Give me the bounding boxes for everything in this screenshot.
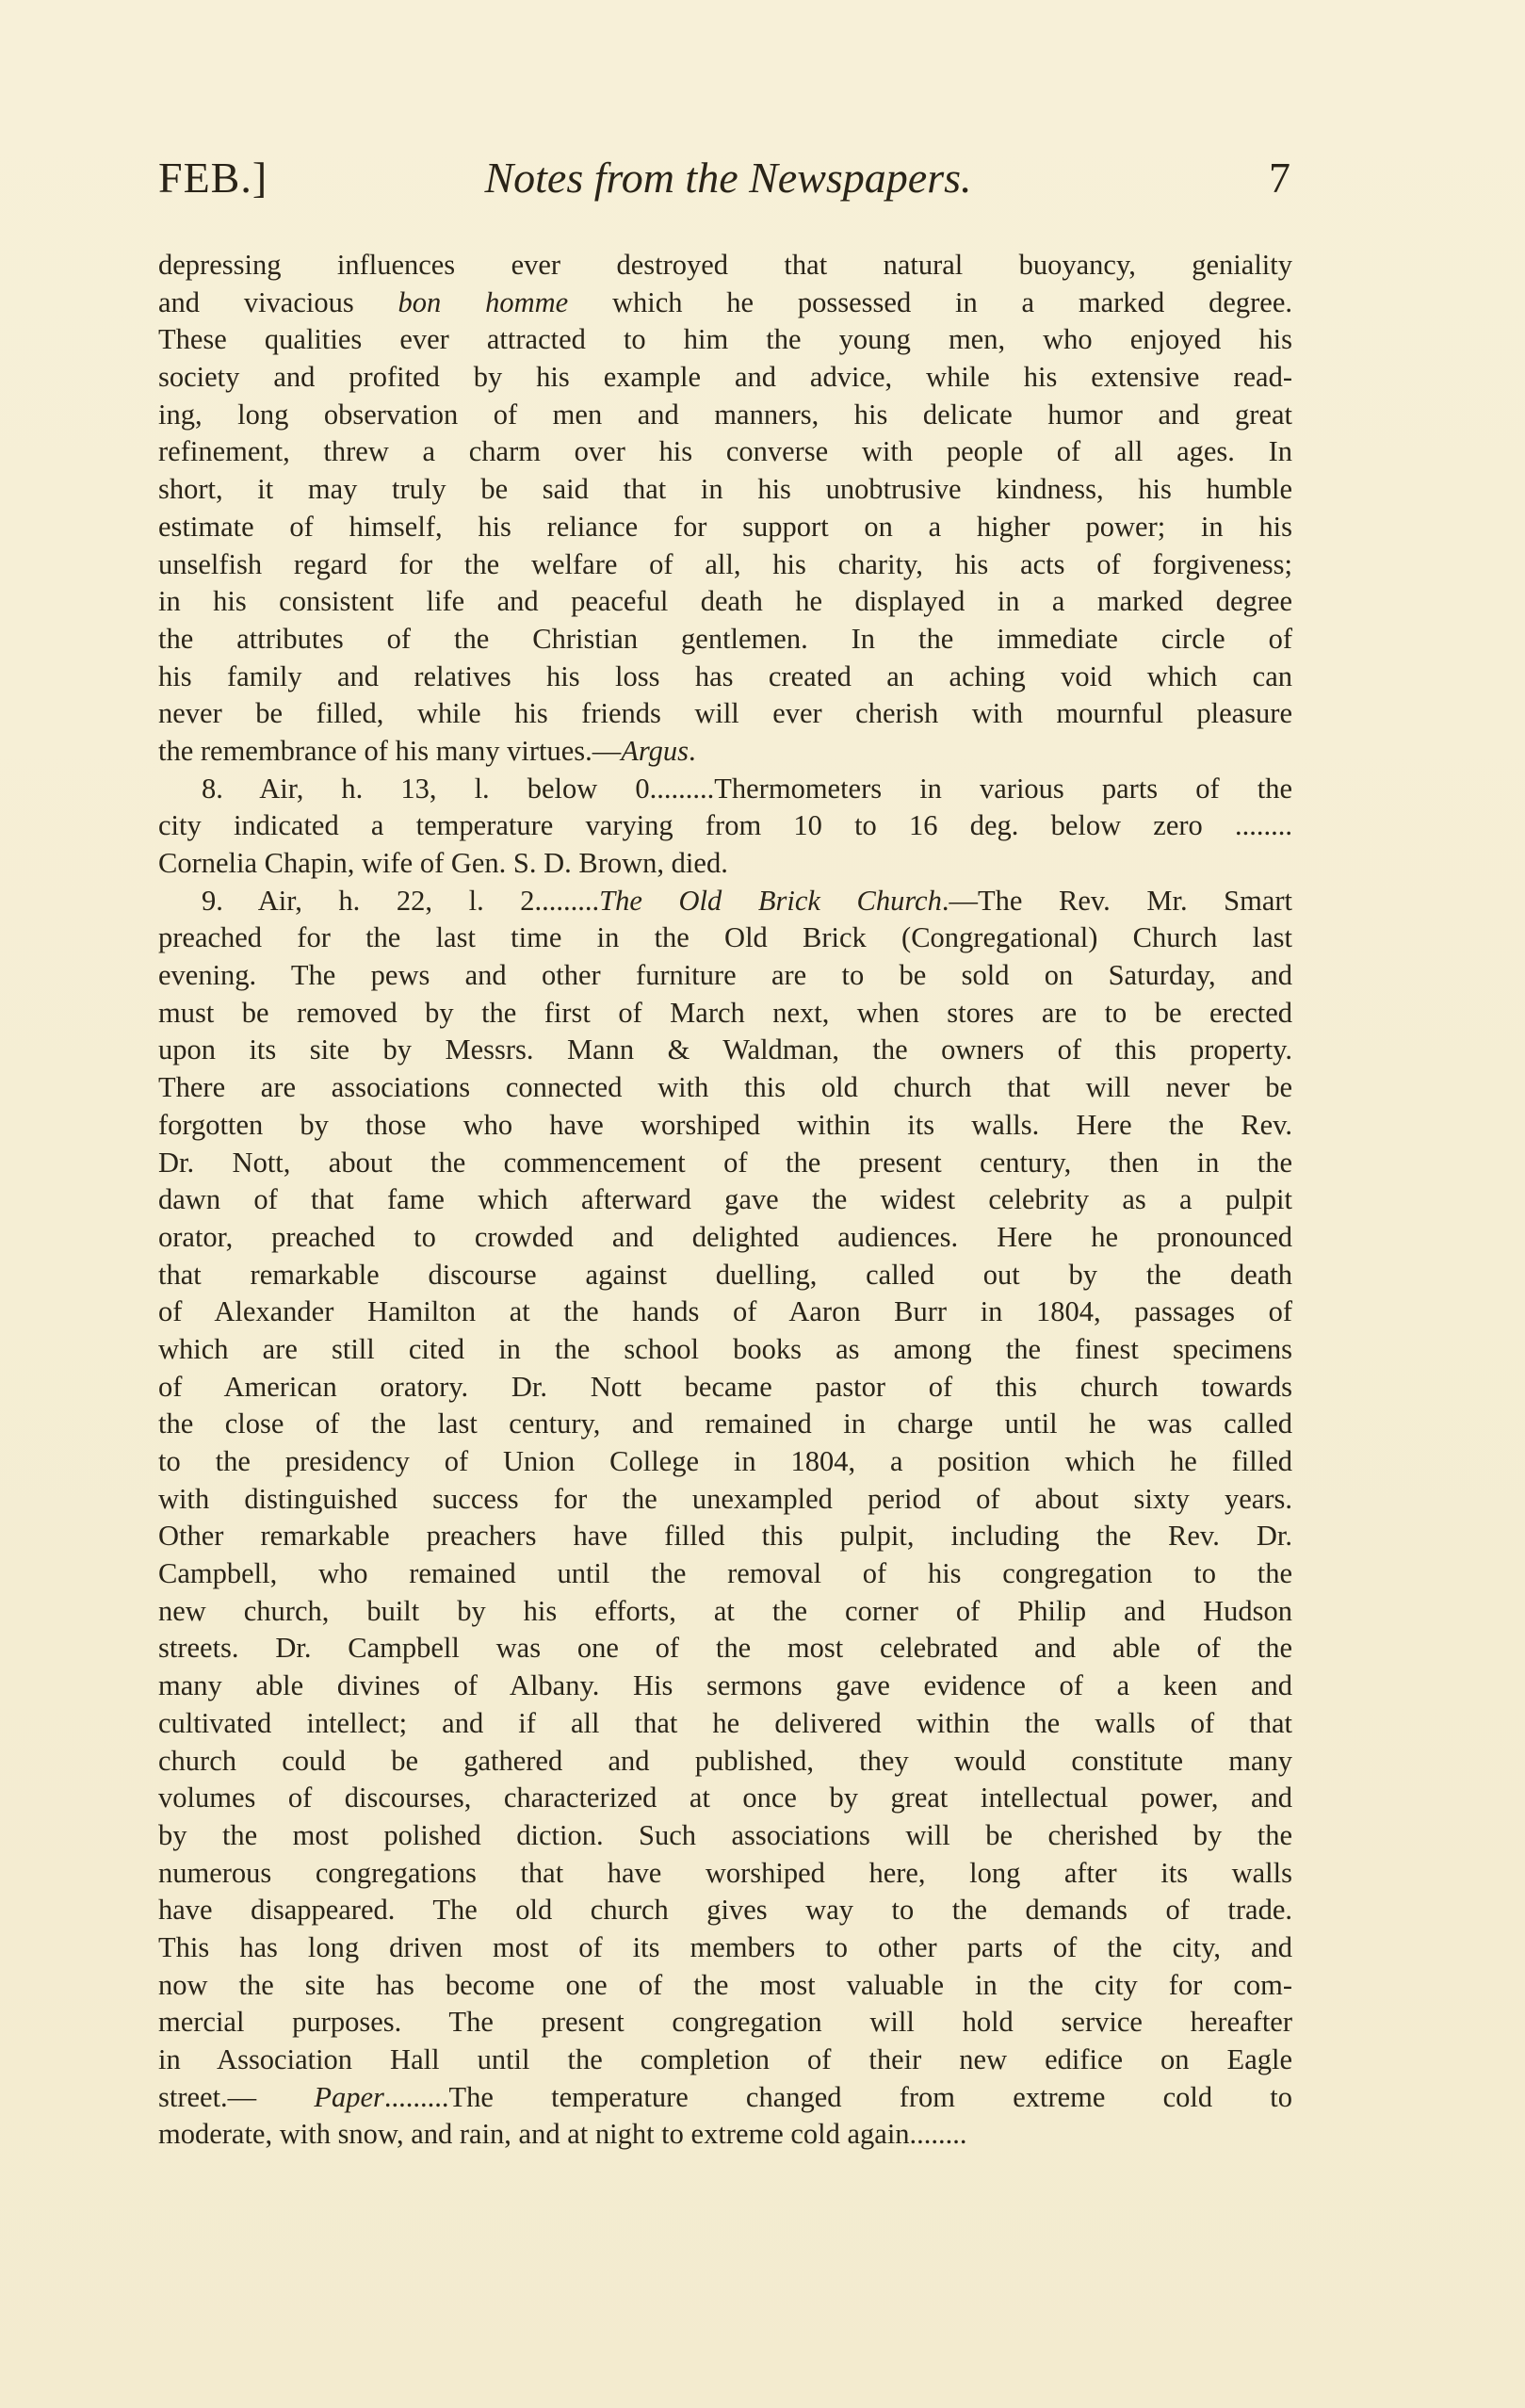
text-line: Campbell, who remained until the removal of his congregation to the — [158, 1557, 1292, 1590]
header-month: FEB.] — [158, 154, 268, 202]
text-line: his family and relatives his loss has created an aching void which can — [158, 659, 1292, 692]
text-line: society and profited by his example and advice, while his extensive read- — [158, 361, 1292, 394]
text-line: mercial purposes. The present congregation will hold service hereafter — [158, 2006, 1292, 2039]
text-line: 8. Air, h. 13, l. below 0.........Thermometers in various parts of the — [202, 772, 1292, 805]
text-line: orator, preached to crowded and delighted audiences. Here he pronounced — [158, 1220, 1292, 1253]
text-line: volumes of discourses, characterized at once by great intellectual power, and — [158, 1782, 1292, 1814]
text-line: unselfish regard for the welfare of all, his charity, his acts of forgiveness; — [158, 547, 1292, 580]
text-line: many able divines of Albany. His sermons gave evidence of a keen and — [158, 1669, 1292, 1702]
text-line: Dr. Nott, about the commencement of the present century, then in the — [158, 1146, 1292, 1179]
text-line: 9. Air, h. 22, l. 2.........The Old Brick Church.—The Rev. Mr. Smart — [202, 884, 1293, 917]
text-line: moderate, with snow, and rain, and at night to extreme cold again........ — [158, 2118, 967, 2151]
text-line: These qualities ever attracted to him the young men, who enjoyed his — [158, 323, 1292, 356]
text-line: which are still cited in the school books as among the finest specimens — [158, 1332, 1292, 1365]
text-line: must be removed by the first of March next, when stores are to be erected — [158, 996, 1292, 1029]
text-line: streets. Dr. Campbell was one of the most celebrated and able of the — [158, 1632, 1292, 1665]
text-line: and vivacious bon homme which he possessed in a marked degree. — [158, 285, 1292, 318]
text-line: short, it may truly be said that in his unobtrusive kindness, his humble — [158, 473, 1292, 506]
text-line: There are associations connected with this old church that will never be — [158, 1071, 1292, 1104]
text-line: city indicated a temperature varying from 10 to 16 deg. below zero ........ — [158, 809, 1292, 842]
text-line: refinement, threw a charm over his converse with people of all ages. In — [158, 435, 1292, 468]
text-line: estimate of himself, his reliance for support on a higher power; in his — [158, 510, 1292, 543]
text-line: new church, built by his efforts, at the corner of Philip and Hudson — [158, 1594, 1292, 1627]
text-line: Other remarkable preachers have filled this pulpit, including the Rev. Dr. — [158, 1520, 1292, 1553]
text-line: with distinguished success for the unexampled period of about sixty years. — [158, 1482, 1292, 1515]
body-text — [158, 247, 1292, 2154]
text-line: of Alexander Hamilton at the hands of Aaron Burr in 1804, passages of — [158, 1295, 1292, 1328]
text-line: in his consistent life and peaceful death he displayed in a marked degree — [158, 585, 1292, 618]
text-line: ing, long observation of men and manners, his delicate humor and great — [158, 398, 1292, 431]
text-line: upon its site by Messrs. Mann & Waldman, the owners of this property. — [158, 1033, 1292, 1066]
text-line: of American oratory. Dr. Nott became pastor of this church towards — [158, 1370, 1292, 1403]
text-line: now the site has become one of the most valuable in the city for com- — [158, 1968, 1292, 2001]
text-line: the close of the last century, and remained in charge until he was called — [158, 1407, 1292, 1440]
text-line: cultivated intellect; and if all that he delivered within the walls of that — [158, 1706, 1292, 1739]
text-line: evening. The pews and other furniture are to be sold on Saturday, and — [158, 959, 1292, 992]
header-title: Notes from the Newspapers. — [484, 154, 972, 202]
text-line: numerous congregations that have worshiped here, long after its walls — [158, 1856, 1292, 1889]
text-line: Cornelia Chapin, wife of Gen. S. D. Brown, died. — [158, 847, 728, 879]
text-line: that remarkable discourse against duelling, called out by the death — [158, 1258, 1292, 1291]
running-header — [158, 153, 1298, 209]
text-line: dawn of that fame which afterward gave the widest celebrity as a pulpit — [158, 1183, 1292, 1216]
text-line: the attributes of the Christian gentlemen. In the immediate circle of — [158, 622, 1292, 655]
text-line: church could be gathered and published, they would constitute many — [158, 1744, 1292, 1777]
text-line: to the presidency of Union College in 1804, a position which he filled — [158, 1445, 1292, 1477]
text-line: in Association Hall until the completion of their new edifice on Eagle — [158, 2043, 1292, 2075]
text-line: This has long driven most of its members to other parts of the city, and — [158, 1930, 1292, 1963]
text-line: have disappeared. The old church gives way to the demands of trade. — [158, 1894, 1292, 1927]
text-line: forgotten by those who have worshiped within its walls. Here the Rev. — [158, 1108, 1292, 1141]
text-line: depressing influences ever destroyed that natural buoyancy, geniality — [158, 249, 1292, 281]
text-line: never be filled, while his friends will ever cherish with mournful pleasure — [158, 697, 1292, 730]
text-line: preached for the last time in the Old Brick (Congregational) Church last — [158, 921, 1292, 954]
text-line: the remembrance of his many virtues.—Argus. — [158, 734, 696, 767]
text-line: by the most polished diction. Such associations will be cherished by the — [158, 1818, 1292, 1851]
page-number: 7 — [1269, 154, 1290, 202]
text-line: street.— Paper.........The temperature changed from extreme cold to — [158, 2080, 1292, 2113]
